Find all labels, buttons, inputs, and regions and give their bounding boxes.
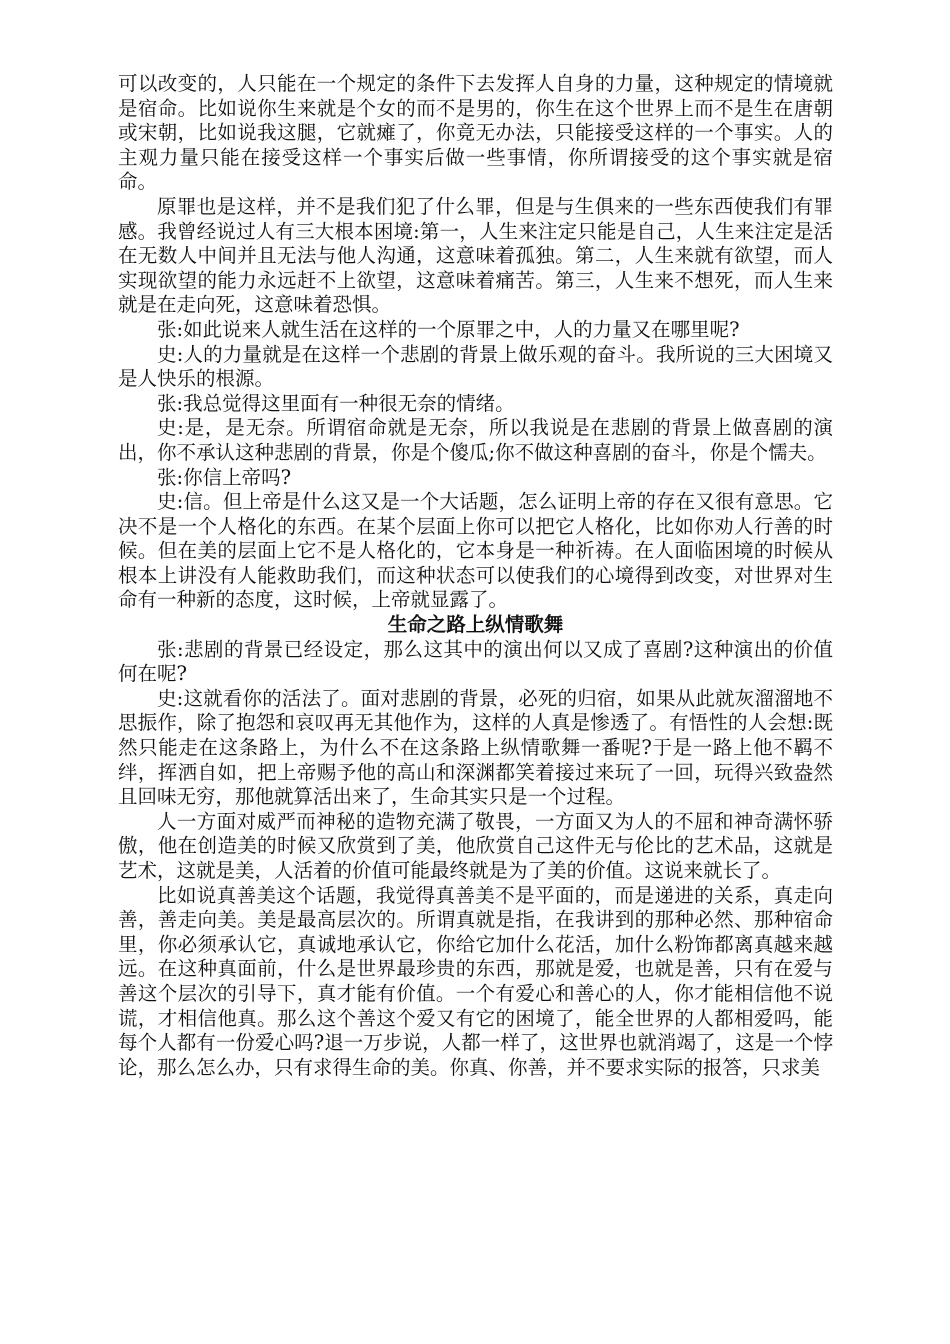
- paragraph-shi-god-answer: 史:信。但上帝是什么这又是一个大话题，怎么证明上帝的存在又很有意思。它决不是一个人格化的东西。在某个层面上你可以把它人格化，比如你劝人行善的时候。但在美的层面上它不是人格化的，它本身是一种祈祷。在人面临困境的时候从根本上讲没有人能救助我们，而这种状态可以使我们的心境得到改变，对世界对生命有一种新的态度，这时候，上帝就显露了。: [118, 490, 833, 612]
- paragraph-shi-helplessness: 史:是，是无奈。所谓宿命就是无奈，所以我说是在悲剧的背景上做喜剧的演出，你不承认这种悲剧的背景，你是个傻瓜;你不做这种喜剧的奋斗，你是个懦夫。: [118, 416, 833, 464]
- document-page: [118, 72, 833, 1080]
- paragraph-zhang-god-question: 张:你信上帝吗?: [157, 465, 292, 489]
- paragraph-zhang-question-power: 张:如此说来人就生活在这样的一个原罪之中，人的力量又在哪里呢?: [157, 317, 740, 341]
- paragraph-fate-definition: 可以改变的，人只能在一个规定的条件下去发挥人自身的力量，这种规定的情境就是宿命。比如说你生来就是个女的而不是男的，你生在这个世界上而不是生在唐朝或宋朝，比如说我这腿，它就瘫了，你竟无办法，只能接受这样的一个事实。人的主观力量只能在接受这样一个事实后做一些事情，你所谓接受的这个事实就是宿命。: [118, 72, 833, 194]
- paragraph-awe-and-pride: 人一方面对威严而神秘的造物充满了敬畏，一方面又为人的不屈和神奇满怀骄傲，他在创造美的时候又欣赏到了美，他欣赏自己这件无与伦比的艺术品，这就是艺术，这就是美，人活着的价值可能最终就是为了美的价值。这说来就长了。: [118, 809, 833, 882]
- paragraph-truth-goodness-beauty: 比如说真善美这个话题，我觉得真善美不是平面的，而是递进的关系，真走向善，善走向美。美是最高层次的。所谓真就是指，在我讲到的那种必然、那种宿命里，你必须承认它，真诚地承认它，你给它加什么花活，加什么粉饰都离真越来越远。在这种真面前，什么是世界最珍贵的东西，那就是爱，也就是善，只有在爱与善这个层次的引导下，真才能有价值。一个有爱心和善心的人，你才能相信他不说谎，才相信他真。那么这个善这个爱又有它的困境了，能全世界的人都相爱吗，能每个人都有一份爱心吗?退一万步说，人都一样了，这世界也就消竭了，这是一个悖论，那么怎么办，只有求得生命的美。你真、你善，并不要求实际的报答，只求美: [118, 883, 833, 1079]
- section-heading: 生命之路上纵情歌舞: [387, 613, 564, 637]
- paragraph-zhang-tragedy-question: 张:悲剧的背景已经设定，那么这其中的演出何以又成了喜剧?这种演出的价值何在呢?: [118, 637, 833, 686]
- paragraph-shi-way-of-living: 史:这就看你的活法了。面对悲剧的背景，必死的归宿，如果从此就灰溜溜地不思振作，除了抱怨和哀叹再无其他作为，这样的人真是惨透了。有悟性的人会想:既然只能走在这条路上，为什么不在这条路上纵情歌舞一番呢?于是一路上他不羁不绊，挥洒自如，把上帝赐予他的高山和深渊都笑着接过来玩了一回，玩得兴致盎然且回味无穷，那他就算活出来了，生命其实只是一个过程。: [118, 686, 833, 809]
- paragraph-zhang-helplessness: 张:我总觉得这里面有一种很无奈的情绪。: [157, 391, 515, 415]
- paragraph-original-sin: 原罪也是这样，并不是我们犯了什么罪，但是与生俱来的一些东西使我们有罪感。我曾经说过人有三大根本困境:第一，人生来注定只能是自己，人生来注定是活在无数人中间并且无法与他人沟通，这意味着孤独。第二，人生来就有欲望，而人实现欲望的能力永远赶不上欲望，这意味着痛苦。第三，人生来不想死，而人生来就是在走向死，这意味着恐惧。: [118, 194, 833, 317]
- paragraph-shi-answer-power: 史:人的力量就是在这样一个悲剧的背景上做乐观的奋斗。我所说的三大困境又是人快乐的根源。: [118, 342, 833, 391]
